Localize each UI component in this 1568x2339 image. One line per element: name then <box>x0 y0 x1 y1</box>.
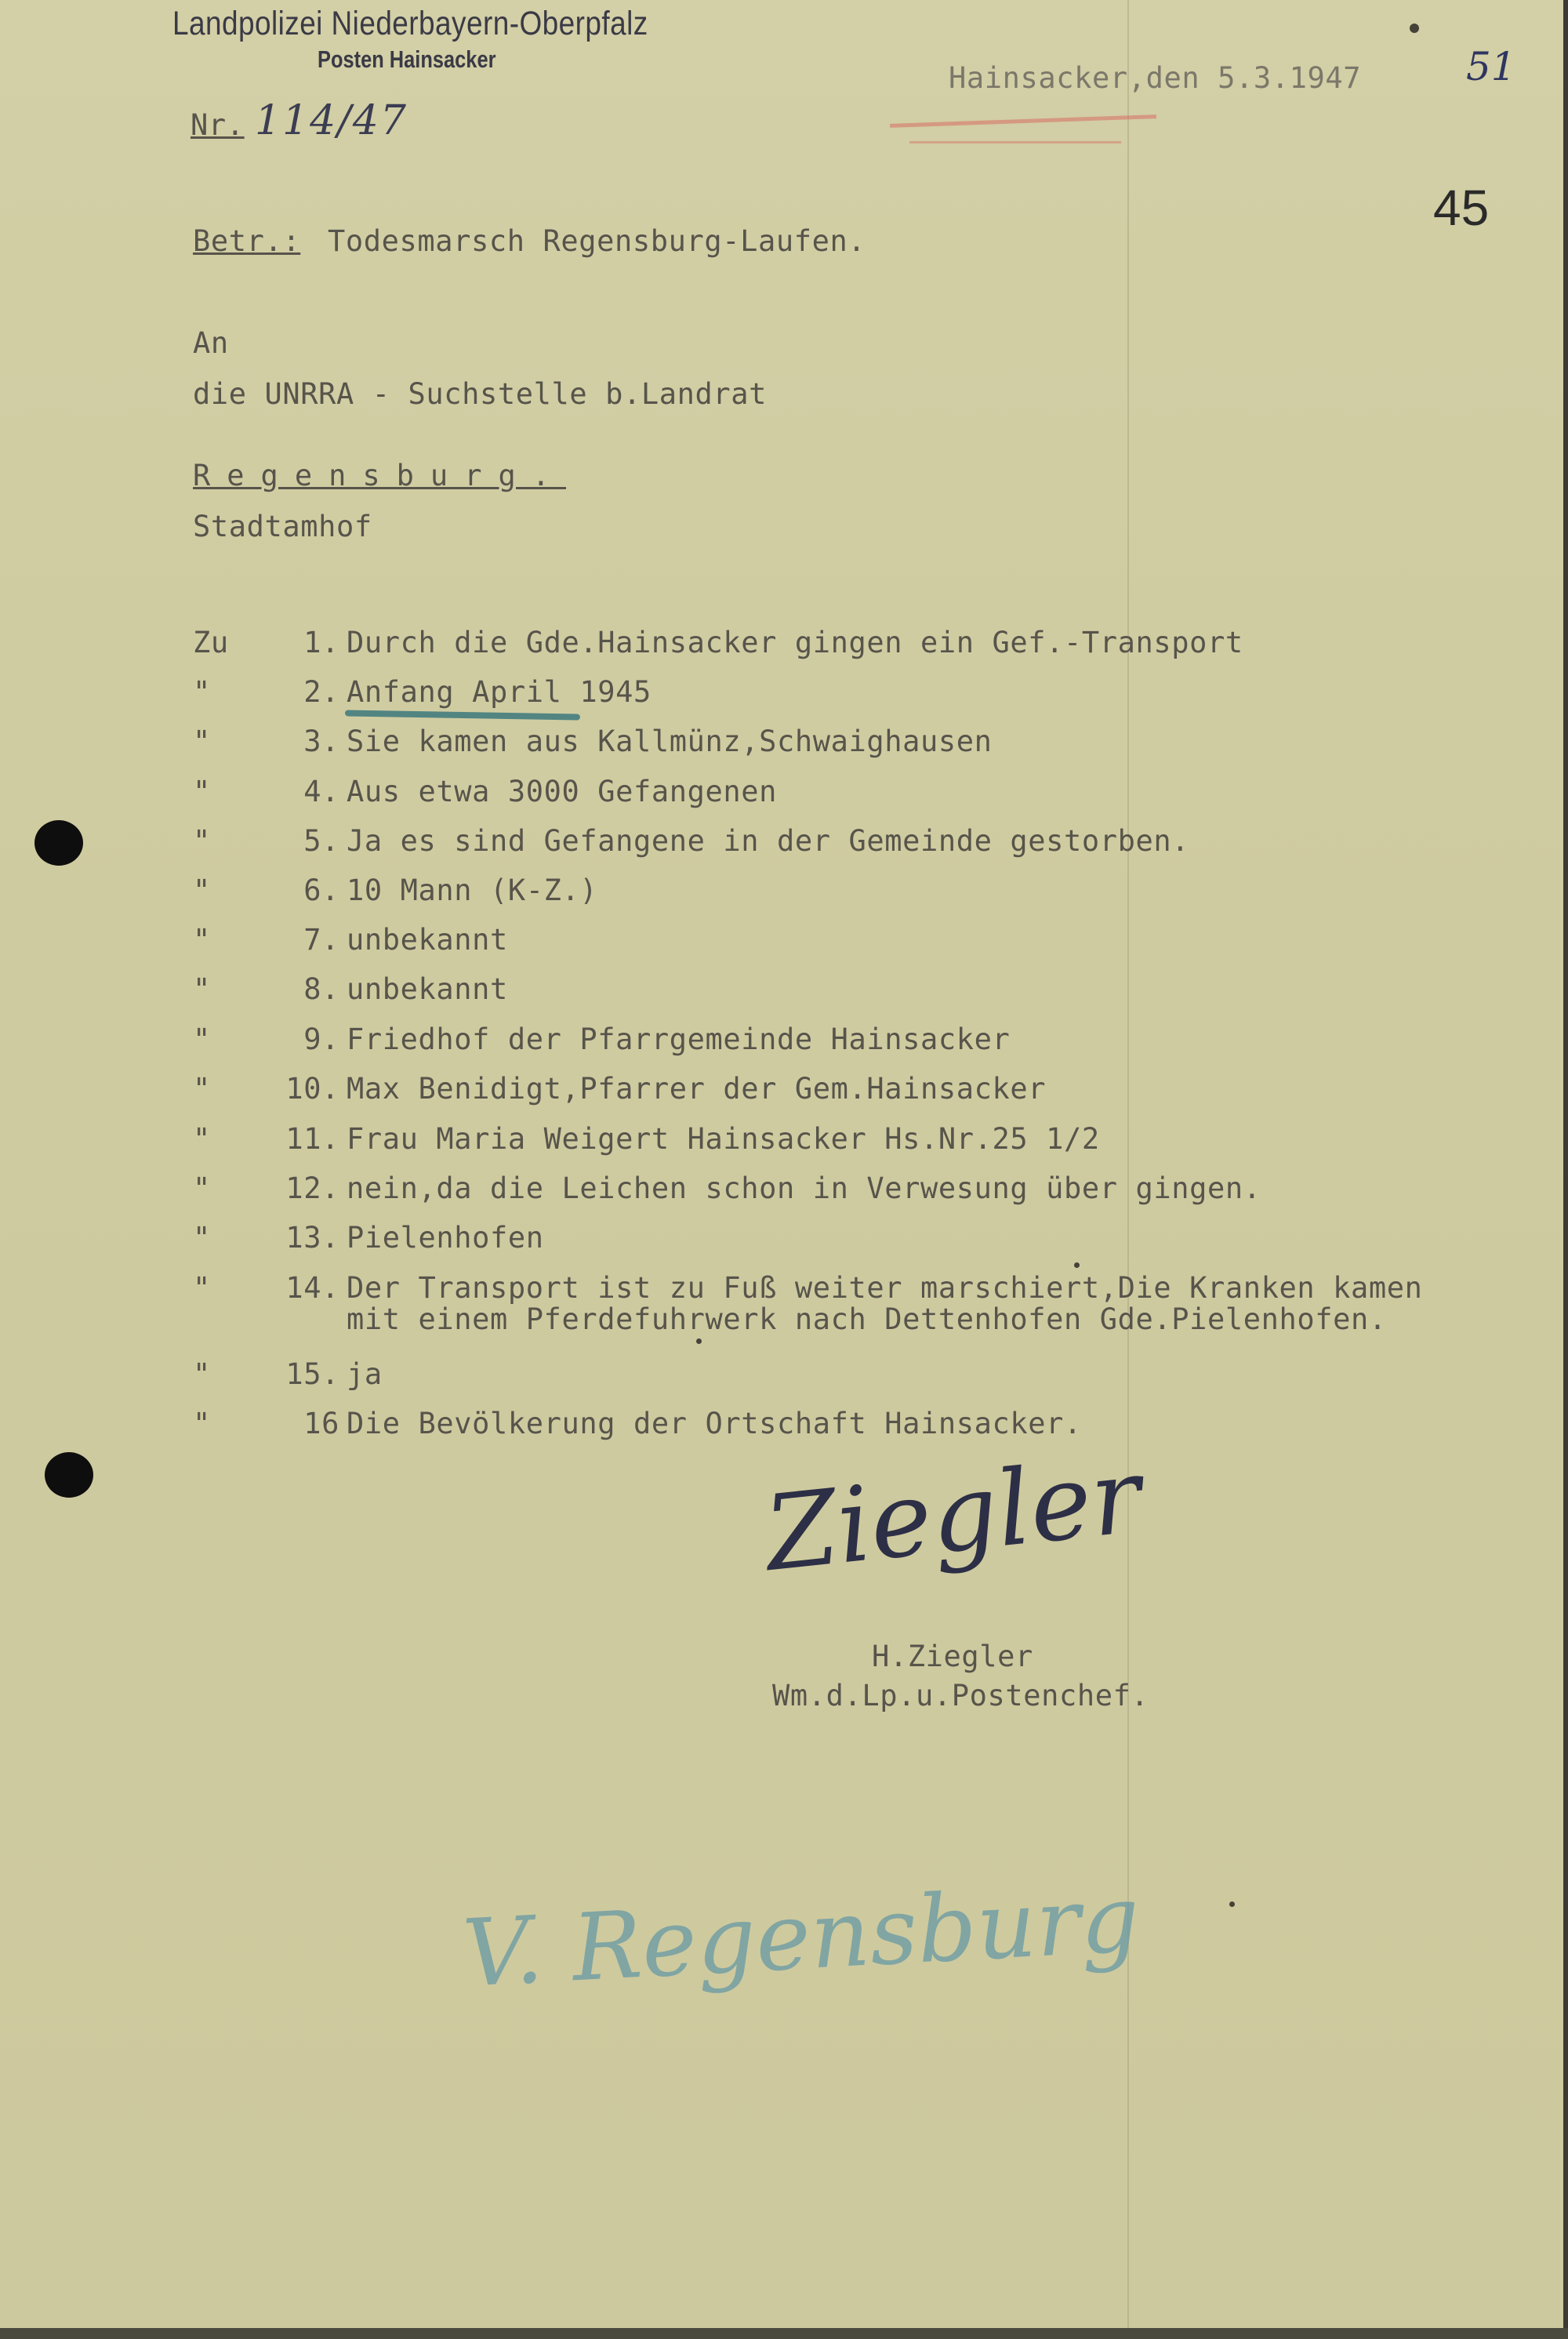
signatory-name: H.Ziegler <box>872 1640 1033 1673</box>
ink-speck <box>1229 1901 1235 1907</box>
answer-prefix: " <box>193 923 211 957</box>
fold-crease <box>1127 0 1129 2339</box>
answer-prefix: " <box>193 873 211 907</box>
answer-text: ja <box>347 1357 383 1391</box>
answer-number: 7. <box>303 923 339 957</box>
answer-text: unbekannt <box>347 972 508 1006</box>
pencil-annotation: V. Regensburg <box>459 1864 1142 2008</box>
page-edge-right <box>1563 0 1568 2339</box>
answer-prefix: Zu <box>193 626 229 659</box>
reference-label: Nr. <box>191 108 245 142</box>
answer-prefix: " <box>193 1357 211 1391</box>
answer-text: Ja es sind Gefangene in der Gemeinde gestorben. <box>347 824 1190 858</box>
answer-prefix: " <box>193 1221 211 1255</box>
answer-prefix: " <box>193 1072 211 1106</box>
answer-number: 9. <box>303 1022 339 1056</box>
answer-number: 1. <box>303 626 339 659</box>
subject-label: Betr.: <box>193 224 301 258</box>
answer-number: 11. <box>285 1122 339 1156</box>
answer-text: Die Bevölkerung der Ortschaft Hainsacker. <box>347 1407 1082 1440</box>
answer-text: unbekannt <box>347 923 508 957</box>
answer-text: Sie kamen aus Kallmünz,Schwaighausen <box>347 725 993 758</box>
pencil-underline <box>345 710 580 720</box>
answer-prefix: " <box>193 1022 211 1056</box>
answer-text: Durch die Gde.Hainsacker gingen ein Gef.-Transport <box>347 626 1243 659</box>
answer-text: Max Benidigt,Pfarrer der Gem.Hainsacker <box>347 1072 1047 1106</box>
answer-number: 6. <box>303 873 339 907</box>
answer-prefix: " <box>193 1407 211 1440</box>
address-district: Stadtamhof <box>193 510 372 543</box>
ink-speck <box>696 1338 702 1344</box>
red-pencil-mark <box>909 141 1121 143</box>
answer-text: Frau Maria Weigert Hainsacker Hs.Nr.25 1/2 <box>347 1122 1100 1156</box>
answer-text-continued: mit einem Pferdefuhrwerk nach Dettenhofen Gde.Pielenhofen. <box>347 1302 1387 1336</box>
post-stamp: Posten Hainsacker <box>318 45 496 73</box>
answer-text: Anfang April 1945 <box>347 675 652 709</box>
answer-text: 10 Mann (K-Z.) <box>347 873 598 907</box>
agency-stamp: Landpolizei Niederbayern-Oberpfalz <box>172 5 648 42</box>
answer-text: nein,da die Leichen schon in Verwesung über gingen. <box>347 1171 1261 1205</box>
answer-text: Der Transport ist zu Fuß weiter marschiert,Die Kranken kamen <box>347 1271 1423 1305</box>
answer-text: Friedhof der Pfarrgemeinde Hainsacker <box>347 1022 1011 1056</box>
answer-number: 12. <box>285 1171 339 1205</box>
ink-speck <box>1410 24 1419 33</box>
answer-number: 3. <box>303 725 339 758</box>
reference-number-handwritten: 114/47 <box>255 97 408 144</box>
answer-prefix: " <box>193 972 211 1006</box>
address-recipient: die UNRRA - Suchstelle b.Landrat <box>193 377 768 411</box>
signatory-title: Wm.d.Lp.u.Postenchef. <box>772 1679 1149 1712</box>
page-edge-bottom <box>0 2328 1568 2339</box>
ink-speck <box>1074 1262 1080 1268</box>
answer-number: 4. <box>303 775 339 808</box>
answer-text: Pielenhofen <box>347 1221 544 1255</box>
answer-number: 8. <box>303 972 339 1006</box>
answer-prefix: " <box>193 1171 211 1205</box>
answer-prefix: " <box>193 1122 211 1156</box>
address-to: An <box>193 326 229 360</box>
punch-hole <box>34 820 83 866</box>
subject-text: Todesmarsch Regensburg-Laufen. <box>328 224 866 258</box>
answer-number: 5. <box>303 824 339 858</box>
folio-handwritten: 51 <box>1466 44 1516 89</box>
answer-prefix: " <box>193 1271 211 1305</box>
red-pencil-mark <box>890 114 1156 128</box>
answer-number: 13. <box>285 1221 339 1255</box>
answer-number: 15. <box>285 1357 339 1391</box>
answer-prefix: " <box>193 675 211 709</box>
answer-prefix: " <box>193 725 211 758</box>
place-date: Hainsacker,den 5.3.1947 <box>949 61 1362 95</box>
answer-prefix: " <box>193 824 211 858</box>
answer-number: 2. <box>303 675 339 709</box>
punch-hole <box>45 1452 93 1498</box>
answer-number: 16 <box>303 1407 339 1440</box>
answer-number: 14. <box>285 1271 339 1305</box>
answer-number: 10. <box>285 1072 339 1106</box>
answer-prefix: " <box>193 775 211 808</box>
answer-text: Aus etwa 3000 Gefangenen <box>347 775 778 808</box>
page-number: 45 <box>1433 180 1490 236</box>
handwritten-signature: Ziegler <box>759 1435 1147 1595</box>
address-city: Regensburg. <box>193 459 567 492</box>
